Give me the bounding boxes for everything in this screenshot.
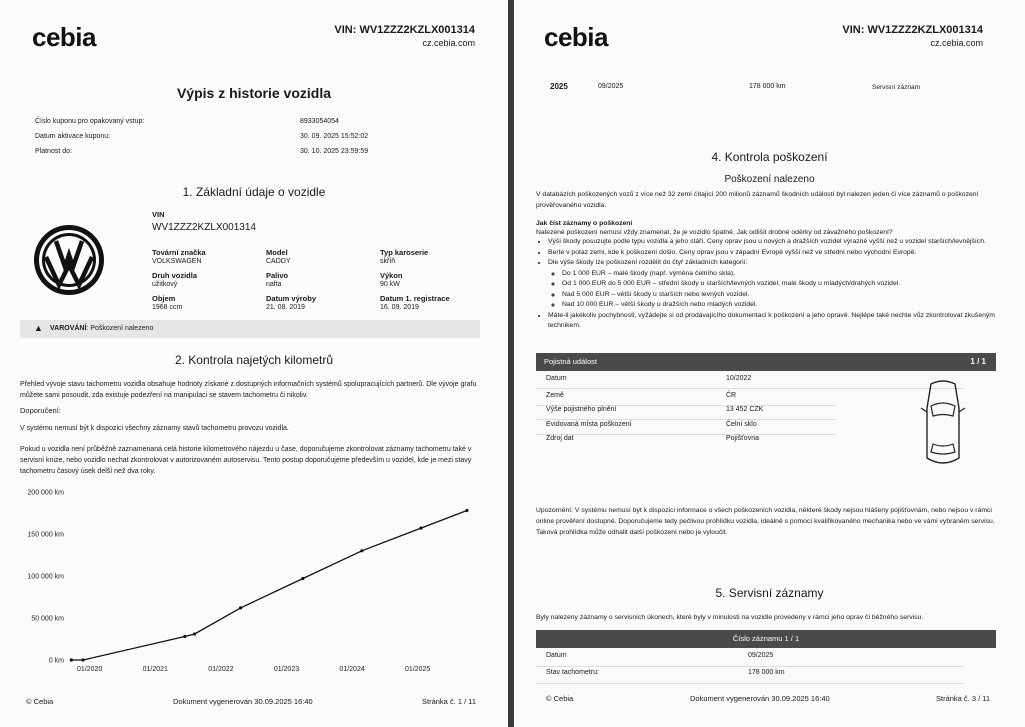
car-damage-diagram-icon [917,378,969,470]
insurance-event-bar [536,353,996,371]
y-tick-label: 150 000 km [27,531,64,539]
spec-value: nafta [266,281,282,288]
spec-label: Výkon [380,271,403,280]
spec-label: Datum výroby [266,294,317,303]
event-row: Evidovaná místa poškození Čelní sklo [536,418,836,435]
warning-bar [20,320,480,338]
category-item: ◦ Nad 5 000 EUR – větší škody u starších nebo levných vozidel. [562,290,996,301]
y-tick-label: 50 000 km [31,615,64,623]
x-tick-label: 01/2020 [77,666,103,673]
y-tick-label: 200 000 km [27,489,64,497]
howto-text: Nalezené poškození nemusí vždy znamenat, že je vozidlo špatné. Jak odlišit drobné oděrky od závažného poškození? [536,229,893,236]
x-tick-label: 01/2024 [339,666,365,673]
volkswagen-logo-icon [32,223,106,297]
footer-page-number: Stránka č. 3 / 11 [936,694,991,703]
howto-title: Jak číst záznamy o poškození [536,220,633,227]
category-item: ◦ Nad 10 000 EUR – větší škody u dražších nebo mladých vozidel. [562,300,996,311]
mileage-chart [0,482,508,677]
x-tick-label: 01/2021 [142,666,168,673]
info-value: 30. 09. 2025 15:52:02 [300,133,369,140]
footer-generated: Dokument vygenerován 30.09.2025 16:40 [173,697,313,706]
section-4-title: 4. Kontrola poškození [711,150,828,164]
spec-value: skříň [380,258,396,265]
mileage-data-point [465,509,468,512]
site-link[interactable]: cz.cebia.com [930,38,983,48]
service-date: 09/2025 [598,83,624,90]
mileage-data-point [82,658,85,661]
x-tick-label: 01/2023 [273,666,300,673]
spec-label: Tovární značka [152,248,206,257]
x-tick-label: 01/2025 [405,666,431,673]
spec-value: 1968 ccm [152,304,183,311]
event-row: Datum 10/2022 [536,372,964,389]
spec-label: Typ karoserie [380,248,429,257]
event-row: Výše pojistného plnění 13 452 CZK [536,403,836,420]
x-tick-label: 01/2022 [208,666,234,673]
damage-warning-note: Upozornění: V systému nemusí být k dispozici informace o všech poškozeních vozidla, některé škody nejsou hlášeny pojišťovnám, nebo nejsou v rámci online prověření dostupné. Doporučujeme tedy pečlivou prohlídku vozidla, ideálně s pomocí kvalifikovaného mechanika nebo ve vámi vybraném servisu. Taková prohlídka může odhalit další poškození nebo je vyloučit. [536,507,995,536]
y-tick-label: 100 000 km [27,573,64,581]
mileage-data-point [419,527,422,530]
mileage-data-point [193,632,196,635]
mileage-data-point [183,635,186,638]
spec-label: Palivo [266,271,289,280]
mileage-intro: Přehled vývoje stavu tachometru vozidla obsahuje hodnoty získané z dostupných informačních systémů spolupracujících partnerů. Dle vývoje grafu můžete sami posoudit, zda existuje podezření na manipulaci se stavem tachometru či nikoliv. [20,381,477,399]
service-km: 178 000 km [749,83,786,90]
spec-value: VOLKSWAGEN [152,258,202,265]
category-item: ◦ Od 1 000 EUR do 5 000 EUR – střední škody u starších/levných vozidel, malé škody u mladých/drahých vozidel. [562,279,996,290]
vin-header: VIN: WV1ZZZ2KZLX001314 [334,24,475,36]
section-5-title: 5. Servisní záznamy [715,586,824,600]
bullet-item: • Máte-li jakékoliv pochybnosti, vyžádejte si od prodávajícího dokumentaci k poškození a jeho opravě. Nejlépe také nechte vůz zkontrolovat zkušeným technikem. [548,311,996,332]
service-type: Servisní záznam [872,84,921,91]
section-2-title: 2. Kontrola najetých kilometrů [174,353,334,367]
cebia-logo: cebia [32,22,96,52]
info-value: 8933054054 [300,118,339,125]
recommend-2: Pokud u vozidla není průběžně zaznamenaná celá historie kilometrového nájezdu u čase, doporučujeme zkontrolovat záznamy tachometru také v servisní knize, nebo vozidlo nechat zkontrolovat v autorizovaném autoservisu. Tento postup doporučujeme především u vozidel, kde je mezi stavy tachometru časový úsek delší než dva roky. [20,446,472,475]
y-tick-label: 0 km [48,657,64,665]
bullet-item: • Výši škody posuzujte podle typu vozidla a jeho stáří. Ceny oprav jsou u nových a dražších vozidel výrazně vyšší než u vozidel starších/levnějších. [548,237,996,248]
footer-copyright: © Cebia [546,694,574,703]
site-link[interactable]: cz.cebia.com [422,38,475,48]
record-bar-title: Číslo záznamu 1 / 1 [732,634,800,643]
info-value: 30. 10. 2025 23:59:59 [300,148,369,155]
recommend-label: Doporučení: [20,406,61,415]
spec-value: užitkový [152,281,178,288]
info-label: Číslo kuponu pro opakovaný vstup: [35,118,145,125]
spec-value: 16. 09. 2019 [380,304,419,311]
info-label: Platnost do: [35,148,72,155]
footer-generated: Dokument vygenerován 30.09.2025 16:40 [690,694,830,703]
damage-found-heading: Poškození nalezeno [724,174,815,185]
cebia-logo: cebia [544,22,608,52]
damage-intro: V databázích poškozených vozů z více než 32 zemí čítající 200 milionů záznamů škodních událostí byl nalezen jeden či více záznamů o poškození prověřovaného vozidla. [536,191,979,209]
mileage-data-point [360,549,363,552]
vin-header: VIN: WV1ZZZ2KZLX001314 [842,24,983,36]
category-item: ◦ Do 1 000 EUR – malé škody (např. výměna čelního skla). [562,269,996,280]
mileage-data-point [70,658,73,661]
mileage-series-line [71,511,467,661]
service-year: 2025 [550,82,568,91]
spec-label: Datum 1. registrace [380,294,450,303]
spec-value: 90 kW [380,281,400,288]
spec-value: CADDY [266,258,291,265]
warning-icon: ▲ [34,323,43,333]
footer-page-number: Stránka č. 1 / 11 [422,697,477,706]
page-title: Výpis z historie vozidla [176,85,332,101]
section-1-title: 1. Základní údaje o vozidle [182,185,326,199]
damage-bullets [536,237,996,332]
vin-label: VIN [152,210,165,219]
spec-value: 21. 08. 2019 [266,304,305,311]
bullet-item: • Dle výše škody lze poškození rozdělit do čtyř základních kategorií: ◦ Do 1 000 EUR – malé škody (např. výměna čelního skla). ◦ Od 1 000 EUR do 5 000 EUR – střední škody u starších/levných vozidel, malé škody u mladých/drahých vozidel. ◦ Nad 5 000 EUR – větší škody u starších nebo levných vozidel. ◦ Nad 10 000 EUR – větší škody u dražších nebo mladých vozidel. [548,258,996,311]
event-bar-title: Pojistná událost [544,357,597,366]
service-record-bar [536,630,996,648]
record-row: Stav tachometru: 178 000 km [536,666,964,684]
report-page-1 [0,0,508,727]
vin-value: WV1ZZZ2KZLX001314 [152,222,256,233]
event-row: Země ČR [536,389,836,406]
record-row: Datum 09/2025 [536,649,964,667]
mileage-data-point [301,577,304,580]
bullet-item: • Berte v potaz zemi, kde k poškození došlo. Ceny oprav jsou v západní Evropě vyšší než ve střední nebo východní Evropě. [548,248,996,259]
info-label: Datum aktivace kuponu: [35,133,111,140]
recommend-1: V systému nemusí být k dispozici všechny záznamy stavů tachometru provozu vozidla. [20,425,289,432]
warning-text: VAROVÁNÍ: Poškození nalezeno [50,325,154,332]
service-intro: Byly nalezeny záznamy o servisních úkonech, které byly v minulosti na vozidle provedeny v rámci jeho oprav či běžného servisu. [536,614,924,621]
event-row: Zdroj dat Pojišťovna [546,435,759,442]
event-bar-count: 1 / 1 [970,357,986,366]
spec-label: Objem [152,294,176,303]
footer-copyright: © Cebia [26,697,54,706]
spec-label: Model [266,248,288,257]
report-page-3 [514,0,1025,727]
mileage-data-point [239,606,242,609]
spec-label: Druh vozidla [152,271,198,280]
